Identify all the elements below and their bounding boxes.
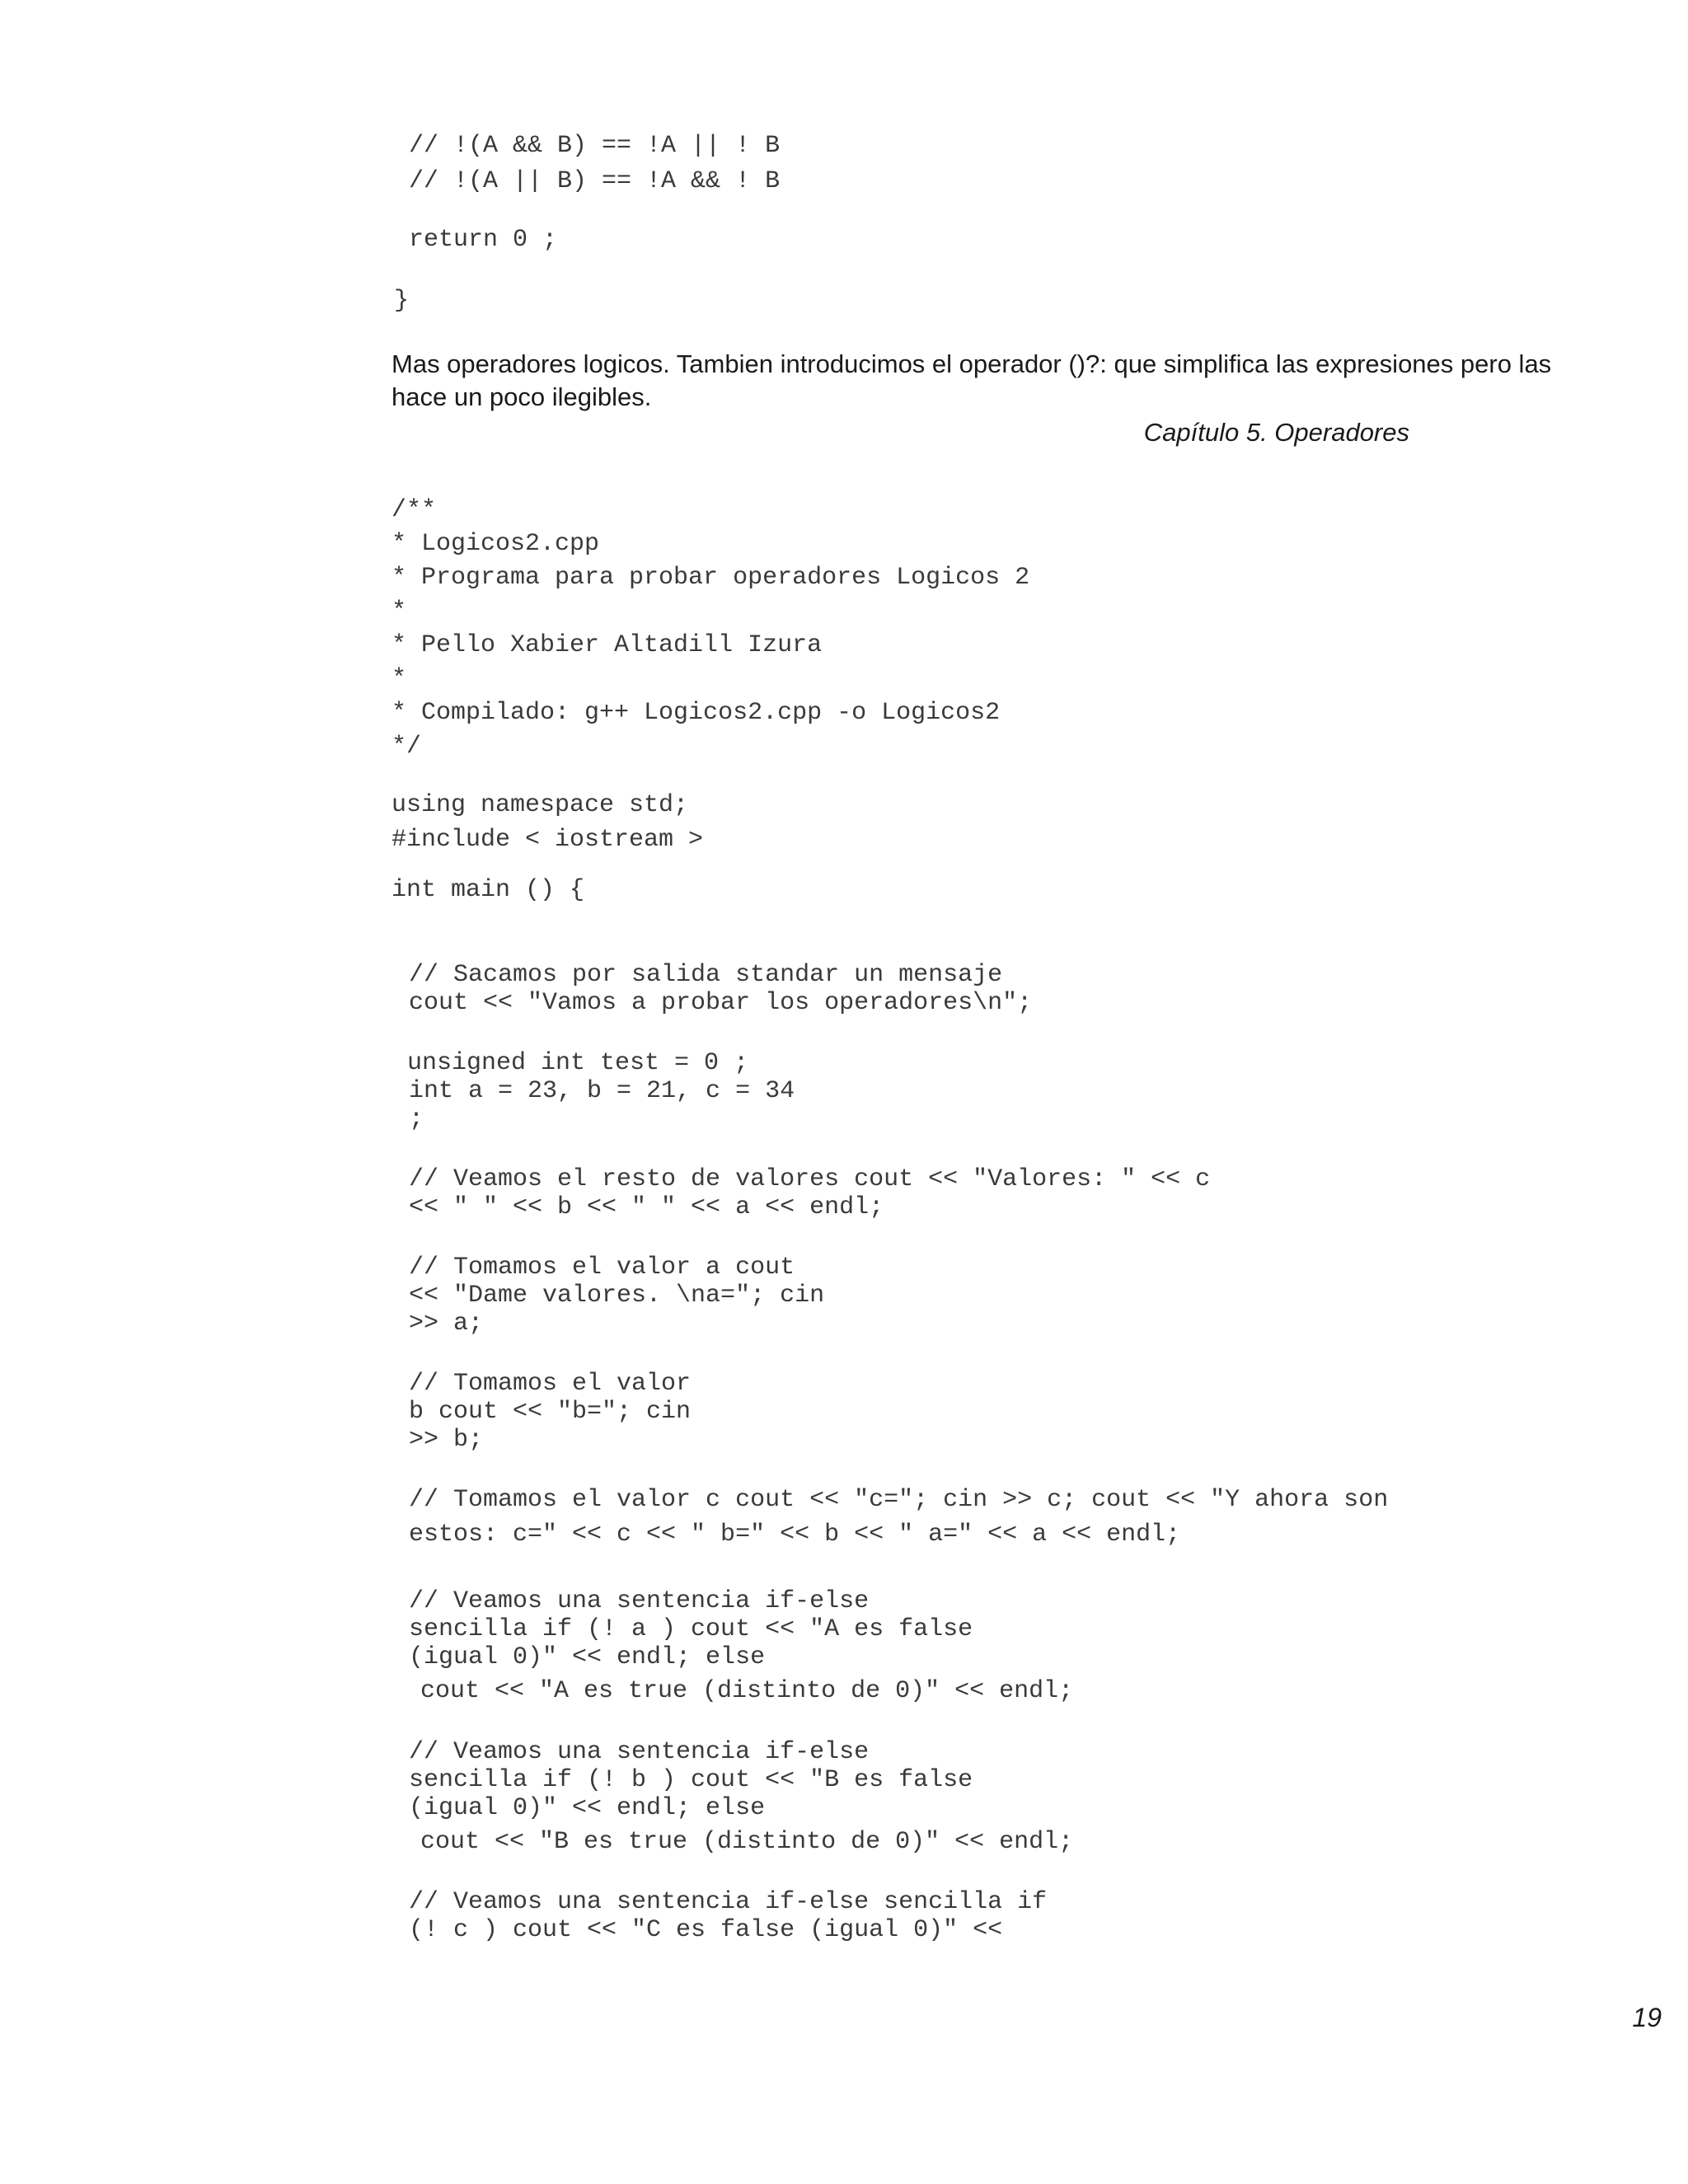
code-block-message: // Sacamos por salida standar un mensaje cout << "Vamos a probar los operadores\n";: [409, 961, 1033, 1017]
code-header-comment: /** * Logicos2.cpp * Programa para probar operadores Logicos 2 * * Pello Xabier Altadill Izura * * Compilado: g++ Logicos2.cpp -o Logicos2 */: [392, 496, 1030, 761]
code-block-take-b: // Tomamos el valor b cout << "b="; cin >> b;: [409, 1370, 692, 1454]
page-number: 19: [1632, 2003, 1662, 2032]
code-block-if-b-else: cout << "B es true (distinto de 0)" << endl;: [420, 1828, 1074, 1856]
code-include: #include < iostream >: [392, 826, 704, 854]
code-decl-test: unsigned int test = 0 ;: [407, 1049, 749, 1077]
code-decl-vars: int a = 23, b = 21, c = 34 ;: [409, 1077, 795, 1133]
code-using-namespace: using namespace std;: [392, 791, 689, 819]
code-block-if-a-else: cout << "A es true (distinto de 0)" << endl;: [420, 1677, 1074, 1705]
code-main-declaration: int main () {: [392, 876, 585, 904]
code-return-statement: return 0 ;: [409, 226, 558, 254]
code-block-take-c-line-2: estos: c=" << c << " b=" << b << " a=" << a << endl;: [409, 1521, 1181, 1549]
code-block-take-a: // Tomamos el valor a cout << "Dame valores. \na="; cin >> a;: [409, 1254, 825, 1338]
code-comment-line-2: // !(A || B) == !A && ! B: [409, 167, 781, 195]
chapter-label: Capítulo 5. Operadores: [1143, 418, 1409, 447]
code-comment-line-1: // !(A && B) == !A || ! B: [409, 132, 781, 160]
code-block-if-a: // Veamos una sentencia if-else sencilla if (! a ) cout << "A es false (igual 0)" << endl; else: [409, 1587, 973, 1671]
code-block-if-b: // Veamos una sentencia if-else sencilla if (! b ) cout << "B es false (igual 0)" << endl; else: [409, 1738, 973, 1822]
intro-paragraph: Mas operadores logicos. Tambien introducimos el operador ()?: que simplifica las expresiones pero las hace un poco ilegibles.: [392, 349, 1552, 411]
code-block-take-c-line-1: // Tomamos el valor c cout << "c="; cin >> c; cout << "Y ahora son: [409, 1486, 1389, 1514]
code-closing-brace: }: [394, 287, 410, 315]
code-block-values: // Veamos el resto de valores cout << "Valores: " << c << " " << b << " " << a << endl;: [409, 1165, 1211, 1221]
code-block-if-c: // Veamos una sentencia if-else sencilla if (! c ) cout << "C es false (igual 0)" <<: [409, 1888, 1048, 1944]
